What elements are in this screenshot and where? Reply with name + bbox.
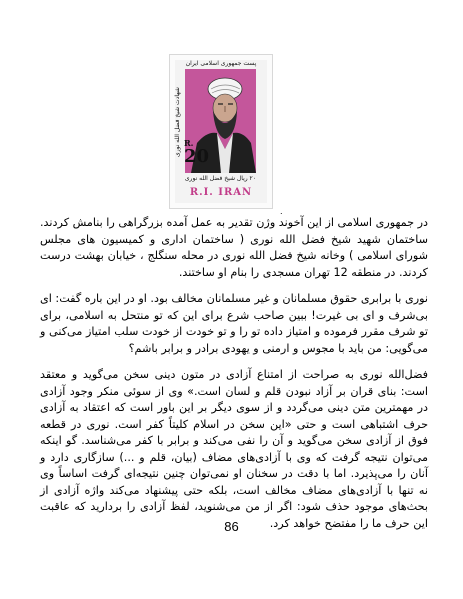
paragraph-equality: نوری با برابری حقوق مسلمانان و غیر مسلمانان مخالف بود. او در این باره گفت: ای بی‌شرف و ای بی غیرت! ببین صاحب شرع برای این که تو منتحل به اسلامی، برای تو شرف مقرر فرموده و امتیاز داده تو را و تو خودت از خودت سلب امتیاز می‌کنی و می‌گویی: من باید با مجوس و ارمنی و یهودی برادر و برابر باشم؟ xyxy=(40,292,428,355)
page-number: 86 xyxy=(224,519,239,534)
stamp-country-label: R.I. IRAN xyxy=(189,187,253,198)
stamp-value-prefix: R. xyxy=(184,138,194,148)
stamp-value xyxy=(184,139,214,166)
stray-dot: . xyxy=(280,207,283,216)
stamp-top-text: پست جمهوری اسلامی ایران xyxy=(185,60,257,67)
paragraph-honors: در جمهوری اسلامی از این آخوند وژن تقدیر به عمل آمده بزرگراهی را بنامش کردند. ساختمان شهید شیخ فضل الله نوری ( ساختمان اداری و کمیسیون های مجلس شورای اسلامی ) وخانه شیخ فضل الله نوری در محله سنگلج ، خیابان بهشت درست کردند. در منطقه 12 تهران مسجدی را بنام او ساختند. xyxy=(40,216,428,279)
stamp-value-number: 20 xyxy=(184,146,210,167)
stamp-side-text: شهادت شیخ فضل الله نوری xyxy=(174,87,181,157)
stamp-bottom-text: ۲۰ ریال شیخ فضل الله نوری xyxy=(185,175,256,182)
postage-stamp xyxy=(170,55,272,208)
paragraph-freedom: فضل‌الله نوری به صراحت از امتناع آزادی در متون دینی سخن می‌گوید و معتقد است: بنای قران بر آزاد نبودن قلم و لسان است.» وی از سوئی منکر وجود آزادی در مهمترین متن دینی می‌گردد و از سوی دیگر بر این باور است که اعتقاد به آزادی حرف اشتباهی است و حتی «این سخن در اسلام کلیتاً کفر است. نوری در قطعه فوق از آزادی سخن می‌گوید و آن را نفی می‌کند و برابر با کفر می‌شناسد. گو اینکه می‌توان نتیجه گرفت که وی با آزادی‌های مضاف (بیان، قلم و ...) سازگاری دارد و آنان را می‌پذیرد. اما با دقت در سخنان او نمی‌توان چنین نتیجه‌ای گرفت اساساً وی نه تنها با آزادی‌های مضاف مخالف است، بلکه حتی پیشنهاد می‌کند واژه آزادی از بحث‌های موجود حذف شود: اگر از من می‌شنوید، لفظ آزادی را بردارید که عاقبت این حرف ما را مفتضح خواهد کرد. xyxy=(40,368,428,530)
